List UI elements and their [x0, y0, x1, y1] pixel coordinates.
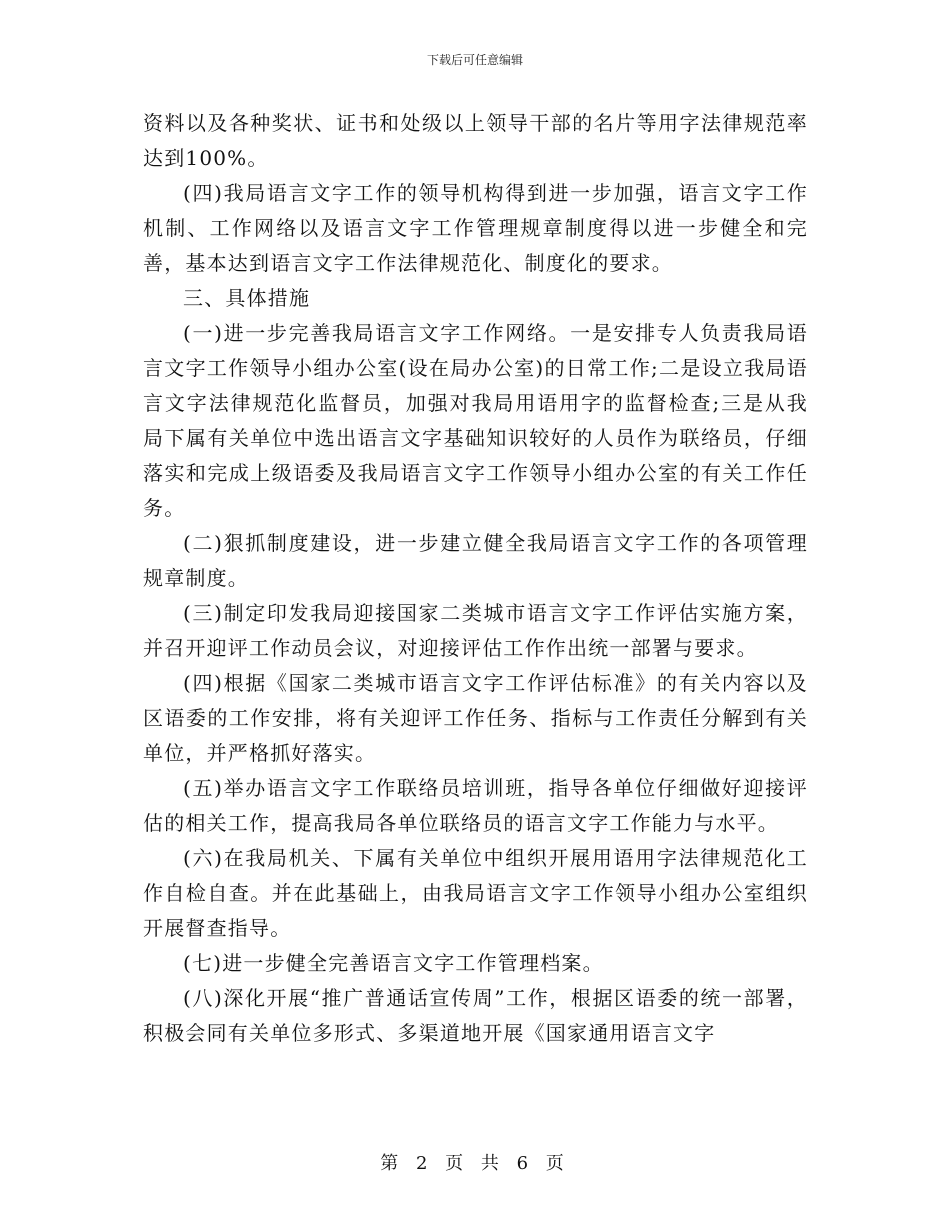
paragraph-9: (七)进一步健全完善语言文字工作管理档案。	[183, 951, 604, 975]
paragraph-5: (三)制定印发我局迎接国家二类城市语言文字工作评估实施方案，并召开迎评工作动员会议，对迎接评估工作作出统一部署与要求。	[143, 601, 808, 660]
document-body	[143, 106, 808, 1051]
page-header: 下载后可任意编辑	[426, 53, 523, 67]
section-heading: 三、具体措施	[183, 286, 311, 310]
paragraph-1: 资料以及各种奖状、证书和处级以上领导干部的名片等用字法律规范率达到100%。	[143, 111, 808, 170]
paragraph-4: (二)狠抓制度建设，进一步建立健全我局语言文字工作的各项管理规章制度。	[143, 531, 808, 590]
paragraph-10: (八)深化开展“推广普通话宣传周”工作，根据区语委的统一部署，积极会同有关单位多形式、多渠道地开展《国家通用语言文字	[143, 986, 808, 1045]
paragraph-7: (五)举办语言文字工作联络员培训班，指导各单位仔细做好迎接评估的相关工作，提高我局各单位联络员的语言文字工作能力与水平。	[143, 776, 808, 835]
paragraph-6: (四)根据《国家二类城市语言文字工作评估标准》的有关内容以及区语委的工作安排，将有关迎评工作任务、指标与工作责任分解到有关单位，并严格抓好落实。	[143, 671, 808, 765]
paragraph-2: (四)我局语言文字工作的领导机构得到进一步加强，语言文字工作机制、工作网络以及语言文字工作管理规章制度得以进一步健全和完善，基本达到语言文字工作法律规范化、制度化的要求。	[143, 181, 808, 275]
paragraph-3: (一)进一步完善我局语言文字工作网络。一是安排专人负责我局语言文字工作领导小组办公室(设在局办公室)的日常工作;二是设立我局语言文字法律规范化监督员，加强对我局用语用字的监督检查;三是从我局下属有关单位中选出语言文字基础知识较好的人员作为联络员，仔细落实和完成上级语委及我局语言文字工作领导小组办公室的有关工作任务。	[143, 321, 808, 520]
paragraph-8: (六)在我局机关、下属有关单位中组织开展用语用字法律规范化工作自检自查。并在此基础上，由我局语言文字工作领导小组办公室组织开展督查指导。	[143, 846, 808, 940]
page-number: 第 2 页 共 6 页	[380, 1153, 570, 1174]
